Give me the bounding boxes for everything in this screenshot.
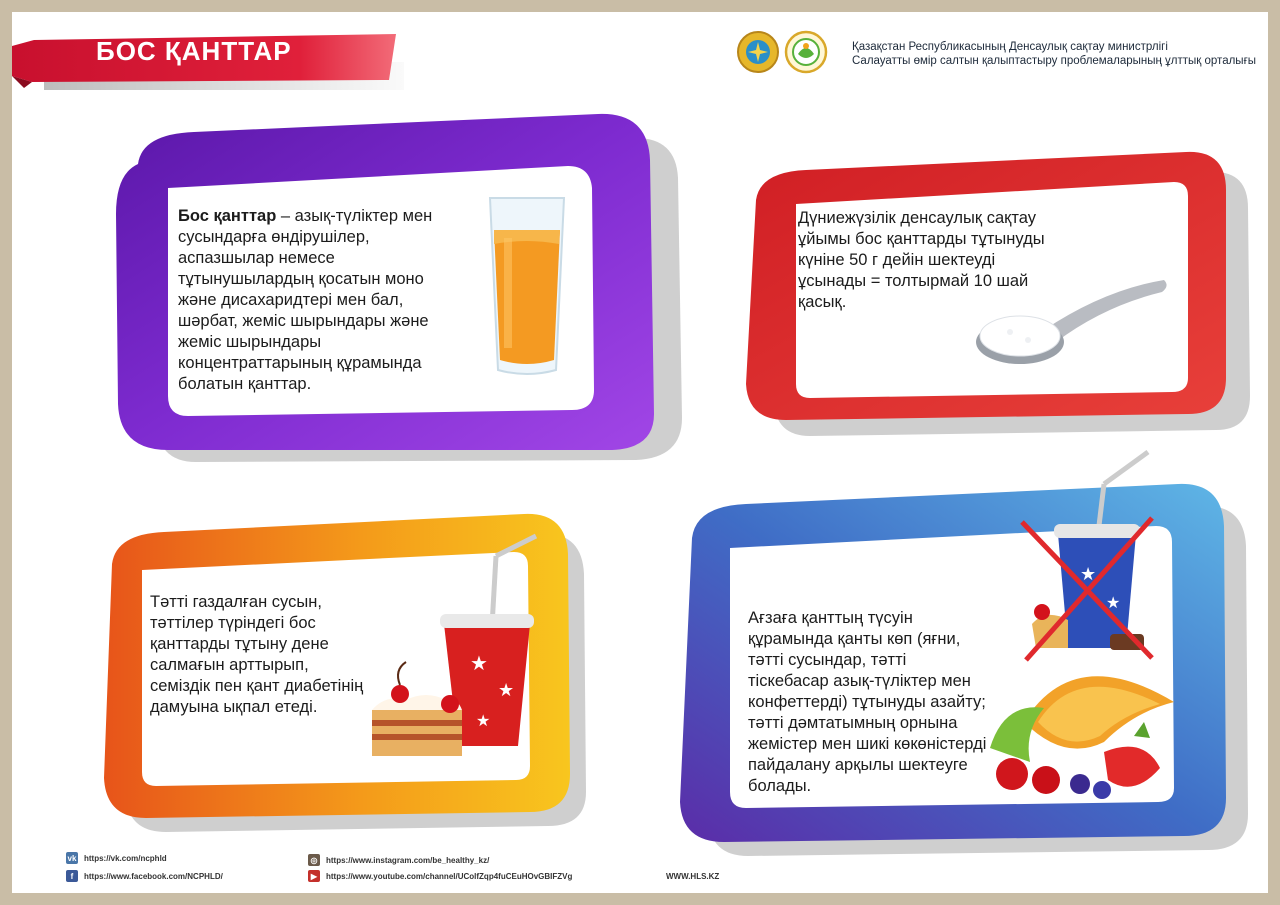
footer-instagram[interactable] [308,854,489,866]
card-soda-text: Тәтті газдалған сусын, тәттілер түріндегі бос қанттарды тұтыну дене салмағын арттырып, семіздік пен қант диабетінің дамуына ықпал етеді. [150,593,364,716]
instagram-icon: ◎ [308,854,320,866]
kazakhstan-emblem-icon [736,30,780,74]
soda-cup-cake-icon [366,534,542,756]
svg-text:★: ★ [498,680,515,700]
card-who-text: Дүниежүзілік денсаулық сақтау ұйымы бос қанттарды тұтынуды күніне 50 г дейін шектеуді ұсынады = толтырмай 10 шай қасық. [798,209,1045,311]
vk-link[interactable]: https://vk.com/ncphld [84,853,167,863]
facebook-link[interactable]: https://www.facebook.com/NCPHLD/ [84,871,223,881]
juice-glass-icon [484,192,570,378]
definition-term: Бос қанттар [178,207,277,225]
svg-text:★: ★ [1080,564,1097,584]
footer-youtube[interactable] [308,870,572,882]
svg-text:★: ★ [476,713,491,730]
page-title: БОС ҚАНТТАР [96,36,292,66]
poster [12,12,1268,893]
footer-site[interactable] [666,872,719,881]
youtube-icon: ▶ [308,870,320,882]
org-center: Салауатты өмір салтын қалыптастыру проблемаларының ұлттық орталығы [852,55,1257,67]
card-definition-text [178,206,460,395]
svg-text:★: ★ [1106,595,1121,612]
footer-vk[interactable] [66,852,167,864]
sugar-spoon-icon [974,270,1174,376]
fruit-bowl-icon [984,652,1180,812]
organization-name [852,40,1256,68]
youtube-link[interactable]: https://www.youtube.com/channel/UColfZqp4fuCEuHOvGBIFZVg [326,871,573,881]
instagram-link[interactable]: https://www.instagram.com/be_healthy_kz/ [326,855,490,865]
site-link[interactable]: WWW.HLS.KZ [666,872,720,881]
crossed-sweets-icon [1006,448,1156,664]
footer-facebook[interactable] [66,870,223,882]
vk-icon: vk [67,853,77,863]
definition-body: – азық-түліктер мен сусындарға өндірушілер, аспазшылар немесе тұтынушылардың қосатын моно және дисахаридтері мен бал, шәрбат, жеміс шырындары және жеміс шырындары концентраттарының құрамында болатын қанттар. [178,207,433,393]
facebook-icon: f [66,870,78,882]
org-ministry: Қазақстан Республикасының Денсаулық сақтау министрлігі [852,41,1168,53]
svg-text:★: ★ [470,653,488,675]
card-reduce-text: Ағзаға қанттың түсуін құрамында қанты көп (яғни, тәтті сусындар, тәтті тіскебасар азық-түліктер мен конфеттерді) тұтынуды азайту; тәтті дәмтатымның орнына жемістер мен шикі көкөністерді пайдалану арқылы шектеуге болады. [748,609,987,795]
health-center-logo-icon [784,30,828,74]
